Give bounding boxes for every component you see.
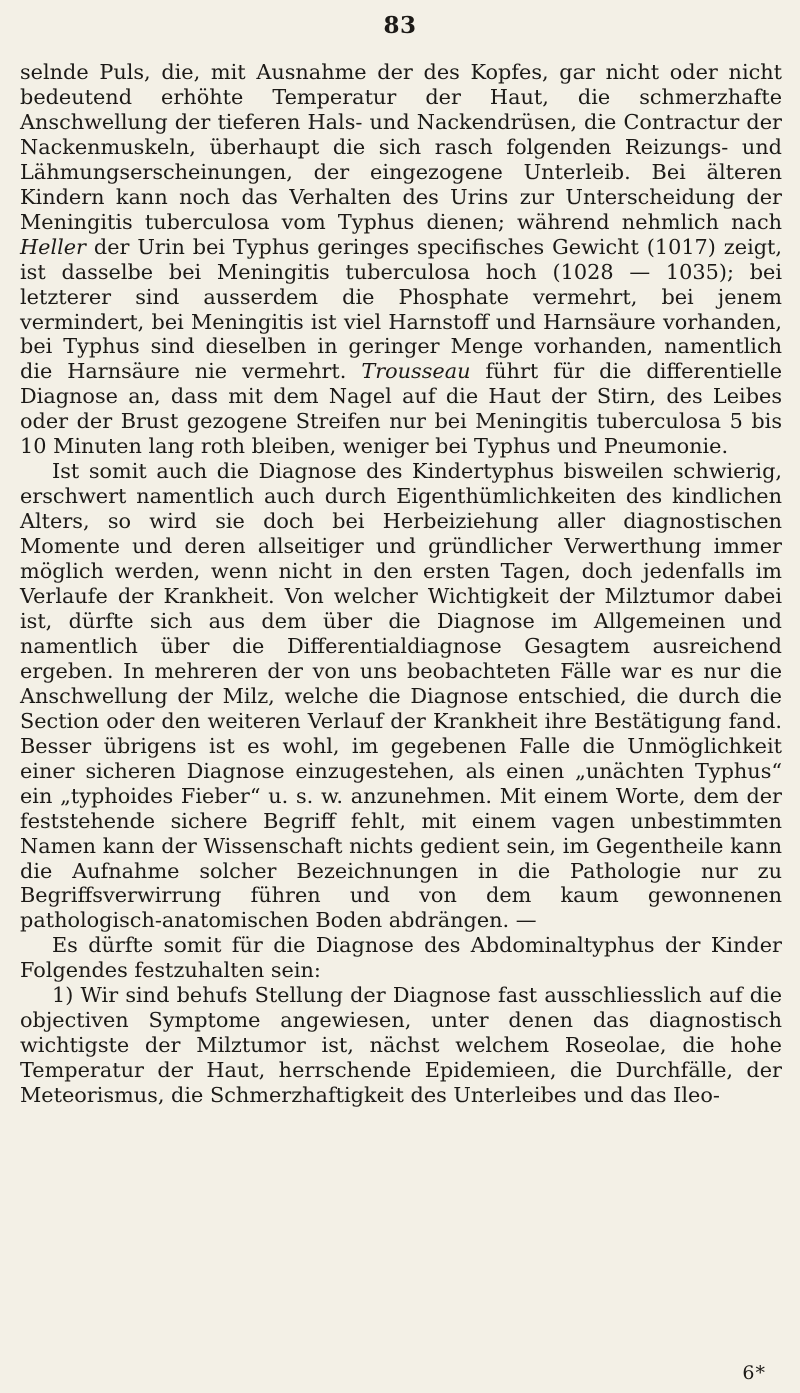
paragraph-text-segment: selnde Puls, die, mit Ausnahme der des Kopfes, gar nicht oder nicht bedeutend erhöhte Temperatur der Haut, die schmerzhafte Anschwellung der tieferen Hals- und Nackendrüsen, die Contractur der Nackenmuskeln, überhaupt die sich rasch folgenden Reizungs- und Lähmungserscheinungen, der eingezogene Unterleib. Bei älteren Kindern kann noch das Verhalten des Urins zur Unterscheidung der Meningitis tuberculosa vom Typhus dienen; während nehmlich nach (20, 60, 782, 234)
author-name-heller: Heller (20, 234, 86, 259)
paragraph-meningitis-comparison (20, 60, 782, 459)
body-text (20, 60, 782, 1108)
page-number: 83 (383, 12, 417, 39)
paragraph-text-segment: führt für die differentielle Diagnose an, dass mit dem Nagel auf die Haut der Stirn, des Leibes oder der Brust gezogene Streifen nur bei Meningitis tuberculosa 5 bis 10 Minuten lang roth bleiben, weniger bei Typhus und Pneumonie. (20, 359, 782, 459)
paragraph-diagnosis-difficulty: Ist somit auch die Diagnose des Kindertyphus bisweilen schwierig, erschwert namentlich auch durch Eigenthümlichkeiten des kindlichen Alters, so wird sie doch bei Herbeiziehung aller diagnostischen Momente und deren allseitiger und gründlicher Verwerthung immer möglich werden, wenn nicht in den ersten Tagen, doch jedenfalls im Verlaufe der Krankheit. Von welcher Wichtigkeit der Milztumor dabei ist, dürfte sich aus dem über die Diagnose im Allgemeinen und namentlich über die Differentialdiagnose Gesagtem ausreichend ergeben. In mehreren der von uns beobachteten Fälle war es nur die Anschwellung der Milz, welche die Diagnose entschied, die durch die Section oder den weiteren Verlauf der Krankheit ihre Bestätigung fand. Besser übrigens ist es wohl, im gegebenen Falle die Unmöglichkeit einer sicheren Diagnose einzugestehen, als einen „unächten Typhus“ ein „typhoides Fieber“ u. s. w. anzunehmen. Mit einem Worte, dem der feststehende sichere Begriff fehlt, mit einem vagen unbestimmten Namen kann der Wissenschaft nichts gedient sein, im Gegentheile kann die Aufnahme solcher Bezeichnungen in die Pathologie nur zu Begriffsverwirrung führen und von dem kaum gewonnenen pathologisch-anatomischen Boden abdrängen. — (20, 459, 782, 933)
author-name-trousseau: Trousseau (361, 359, 471, 384)
printer-signature-mark: 6* (742, 1362, 766, 1384)
paragraph-numbered-point-1: 1) Wir sind behufs Stellung der Diagnose fast ausschliesslich auf die objectiven Symptome angewiesen, unter denen das diagnostisch wichtigste der Milztumor ist, nächst welchem Roseolae, die hohe Temperatur der Haut, herrschende Epidemieen, die Durchfälle, der Meteorismus, die Schmerzhaftigkeit des Unterleibes und das Ileo- (20, 983, 782, 1108)
paragraph-conclusion-intro: Es dürfte somit für die Diagnose des Abdominaltyphus der Kinder Folgendes festzuhalten sein: (20, 933, 782, 983)
paragraph-text-segment: der Urin bei Typhus geringes specifisches Gewicht (1017) zeigt, ist dasselbe bei Meningitis tuberculosa hoch (1028 — 1035); bei letzterer sind ausserdem die Phosphate vermehrt, bei jenem vermindert, bei Meningitis ist viel Harnstoff und Harnsäure vorhanden, bei Typhus sind dieselben in geringer Menge vorhanden, namentlich die Harnsäure nie vermehrt. (20, 234, 782, 384)
